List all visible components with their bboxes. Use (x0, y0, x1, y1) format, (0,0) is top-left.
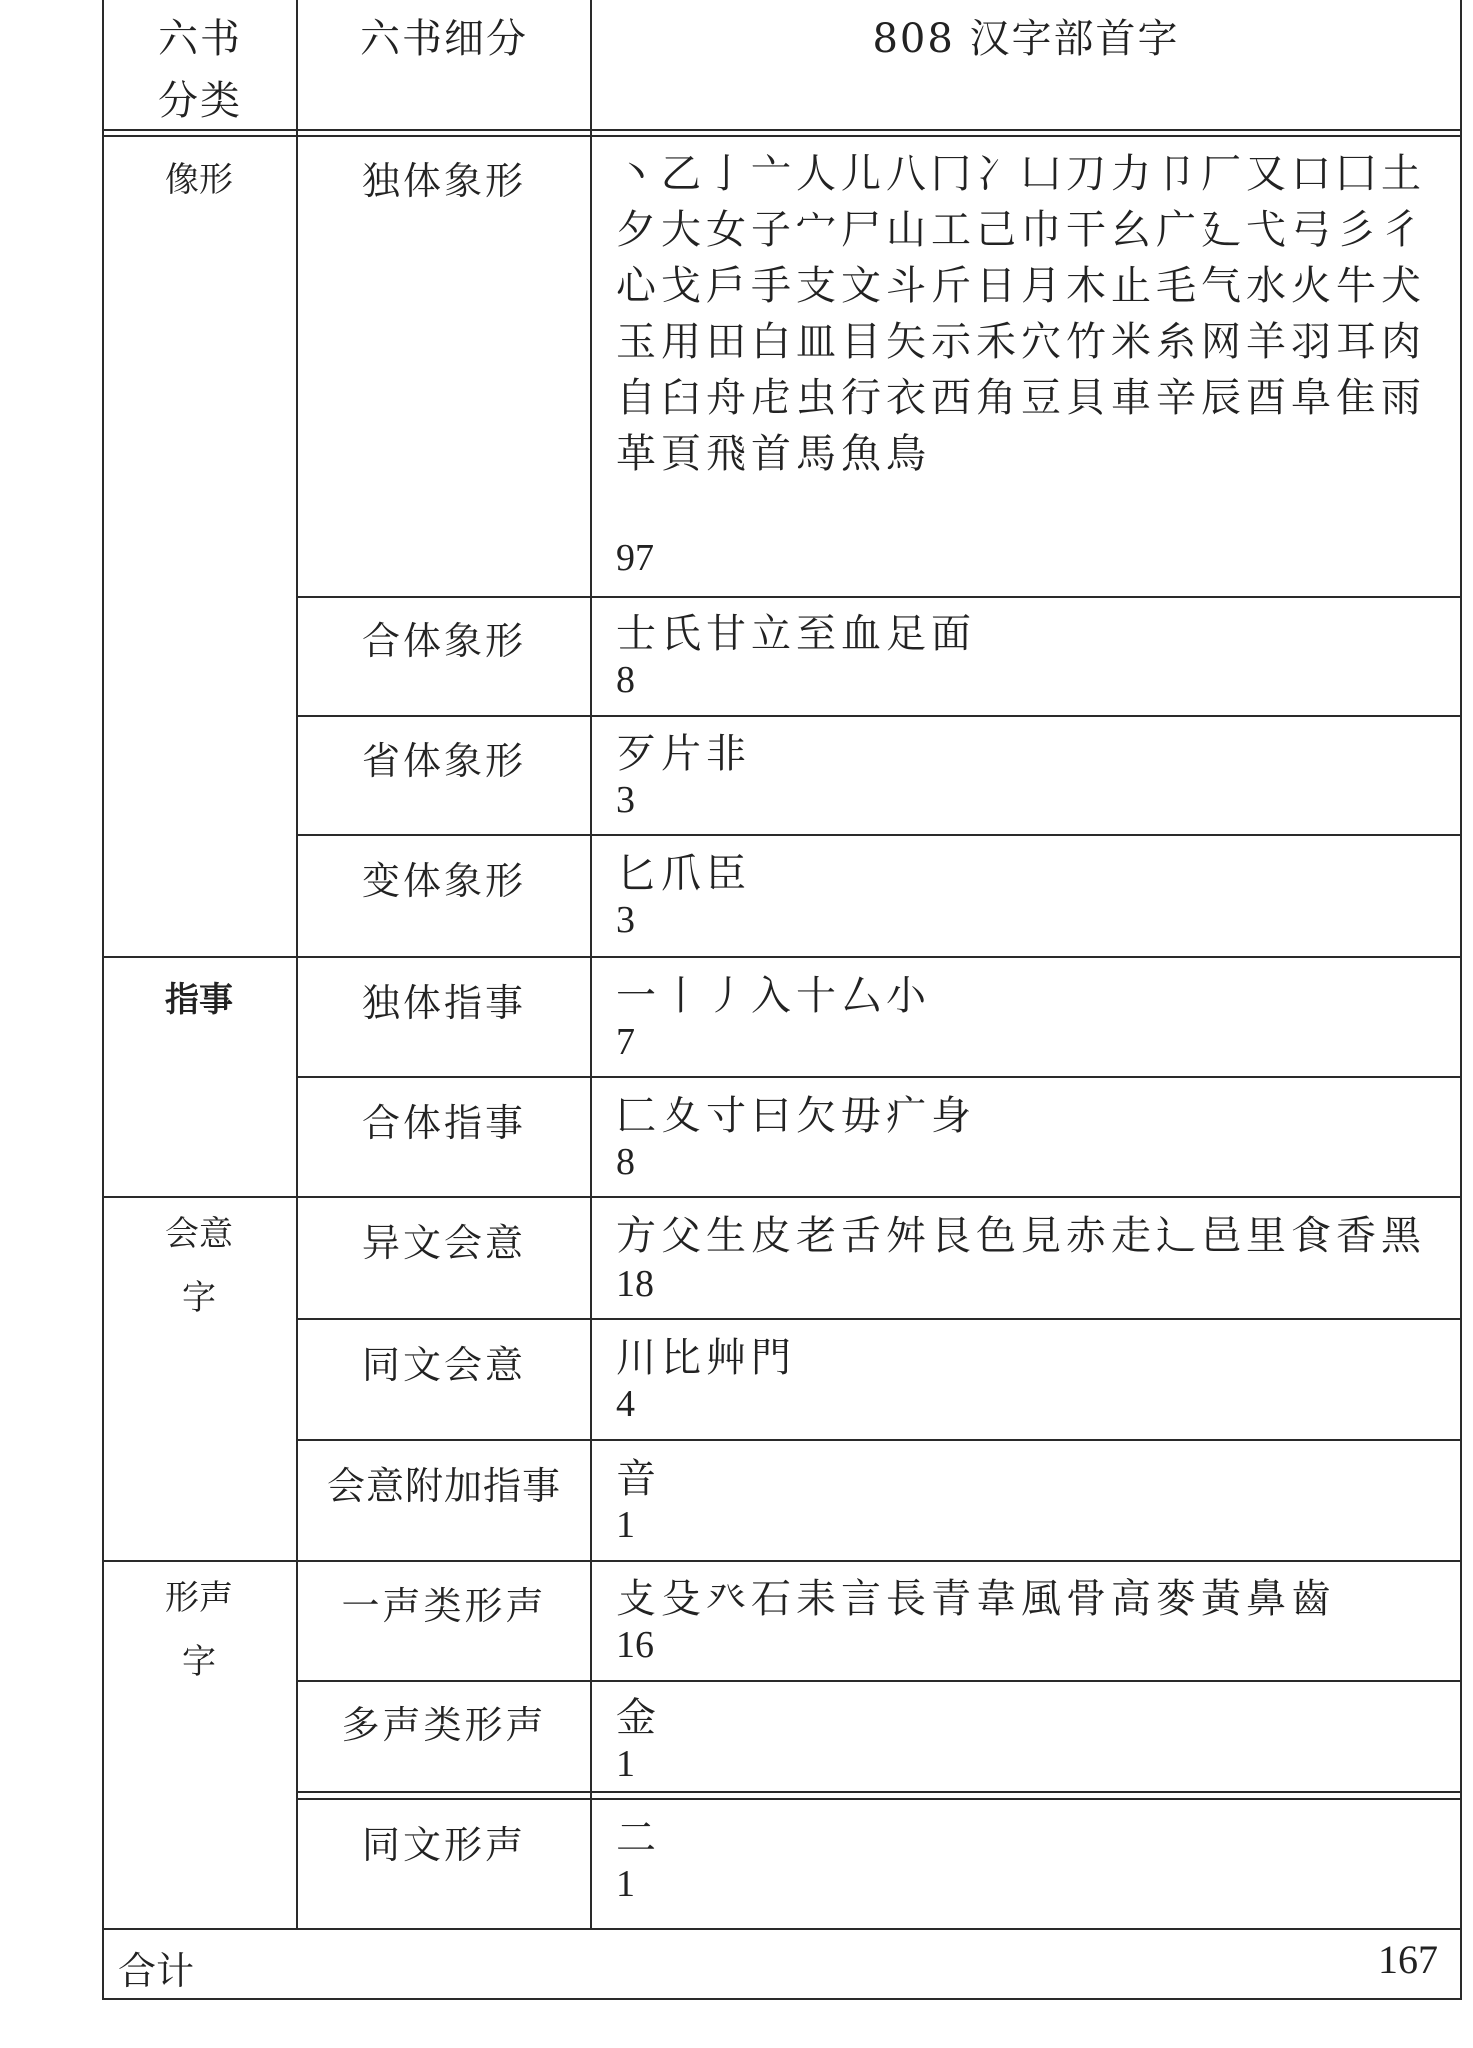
radical-chars: 金 (616, 1695, 661, 1741)
radical-count: 16 (616, 1624, 654, 1666)
sub-category: 同文会意 (361, 1343, 526, 1387)
category-xiangxing: 像形 (165, 160, 233, 200)
sub-category: 变体象形 (361, 859, 526, 903)
sub-category: 省体象形 (361, 739, 526, 783)
radical-count: 1 (616, 1863, 635, 1905)
radical-chars: 攴殳癶石耒言長青韋風骨高麥黃鼻齒 (616, 1576, 1336, 1622)
radical-count: 8 (616, 659, 635, 701)
category-zhishi: 指事 (165, 980, 233, 1020)
radical-chars: 士氏甘立至血足面 (616, 611, 976, 657)
radical-count: 1 (616, 1743, 635, 1785)
header-category: 六书分类 (158, 16, 242, 124)
radical-count: 8 (616, 1141, 635, 1183)
category-huiyi: 会意字 (165, 1214, 233, 1318)
radical-count: 97 (616, 537, 654, 579)
sub-category: 合体指事 (361, 1101, 526, 1145)
header-radicals: 808 汉字部首字 (872, 16, 1180, 62)
sub-category: 多声类形声 (341, 1703, 547, 1747)
sub-category: 合体象形 (361, 619, 526, 663)
sub-category: 独体指事 (361, 981, 526, 1025)
sub-category: 同文形声 (361, 1823, 526, 1867)
radical-chars: 匕爪臣 (616, 851, 751, 897)
sub-category: 异文会意 (361, 1221, 526, 1265)
radical-count: 7 (616, 1021, 635, 1063)
radical-chars: 川比艸門 (616, 1335, 796, 1381)
radical-count: 4 (616, 1383, 635, 1425)
sub-category: 会意附加指事 (326, 1464, 561, 1508)
radical-count: 3 (616, 779, 635, 821)
total-label: 合计 (118, 1949, 195, 1993)
radical-chars: 丶乙亅亠人儿八冂冫凵刀力卩厂又口囗土夕大女子宀尸山工己巾干幺广廴弋弓彡彳心戈戶手支文斗斤日月木止毛气水火牛犬玉用田白皿目矢示禾穴竹米糸网羊羽耳肉自臼舟虍虫行衣西角豆貝車辛辰酉阜隹雨革頁飛首馬魚鳥 (616, 151, 1426, 477)
radical-count: 18 (616, 1263, 654, 1305)
radical-count: 1 (616, 1504, 635, 1546)
total-value: 167 (1378, 1937, 1438, 1982)
radical-chars: 匚夊寸曰欠毋疒身 (616, 1093, 976, 1139)
category-xingsheng: 形声字 (165, 1578, 233, 1682)
radical-chars: 音 (616, 1456, 661, 1502)
sub-category: 独体象形 (361, 159, 526, 203)
radical-classification-table (102, 0, 1462, 2000)
radical-chars: 歹片非 (616, 731, 751, 777)
radical-chars: 一丨丿入十厶小 (616, 973, 931, 1019)
radical-chars: 二 (616, 1815, 661, 1861)
radical-chars: 方父生皮老舌舛艮色見赤走辶邑里食香黑 (616, 1213, 1426, 1259)
radical-count: 3 (616, 899, 635, 941)
header-subcategory: 六书细分 (360, 16, 528, 62)
sub-category: 一声类形声 (341, 1584, 547, 1628)
